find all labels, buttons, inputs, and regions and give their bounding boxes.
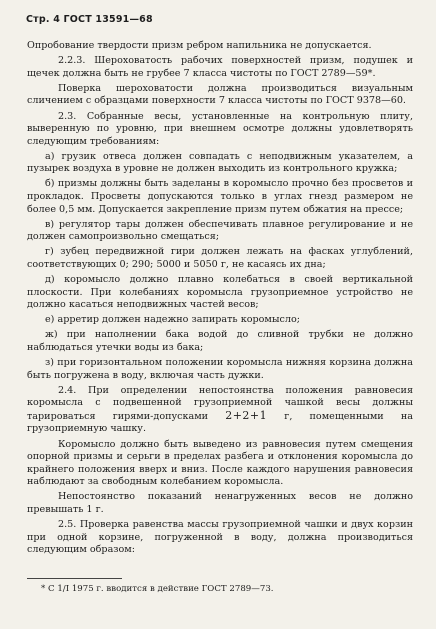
formula: 2+2+1	[225, 408, 268, 422]
body-text	[27, 40, 413, 559]
paragraph: ж) при наполнении бака водой до сливной трубки не должно наблюдаться утечки воды из бака;	[27, 329, 413, 353]
footnote: * С 1/I 1975 г. вводится в действие ГОСТ 2789—73.	[41, 584, 274, 594]
paragraph: д) коромысло должно плавно колебаться в своей вертикальной плоскости. При колебаниях коромысла грузоприемное устройство не должно касаться неподвижных частей весов;	[27, 274, 413, 311]
paragraph: 2.2.3. Шероховатость рабочих поверхностей призм, подушек и щечек должна быть не грубее 7 класса чистоты по ГОСТ 2789—59*.	[27, 55, 413, 79]
paragraph: Опробование твердости призм ребром напильника не допускается.	[27, 40, 372, 51]
formula-unit: г	[284, 410, 290, 422]
paragraph	[27, 385, 413, 436]
paragraph: з) при горизонтальном положении коромысла нижняя корзина должна быть погружена в воду, включая часть дужки.	[27, 357, 413, 381]
paragraph: б) призмы должны быть заделаны в коромысло прочно без просветов и прокладок. Просветы допускаются только в углах гнезд размером не более 0,5 мм. Допускается закрепление призм путем обжатия на прессе;	[27, 178, 413, 215]
paragraph: в) регулятор тары должен обеспечивать плавное регулирование и не должен самопроизвольно смещаться;	[27, 218, 413, 243]
paragraph: Поверка шероховатости должна производиться визуальным сличением с образцами поверхности 7 класса чистоты по ГОСТ 9378—60.	[27, 82, 413, 107]
paragraph: Коромысло должно быть выведено из равновесия путем смещения опорной призмы и серьги в пределах разбега и отклонения коромысла до крайнего положения вверх и вниз. После каждого нарушения равновесия наблюдают за свободным колебанием коромысла.	[27, 438, 413, 488]
paragraph: Непостоянство показаний ненагруженных весов не должно превышать 1 г.	[27, 491, 413, 515]
paragraph: 2.5. Проверка равенства массы грузоприемной чашки и двух корзин при одной корзине, погруженной в воду, должна производиться следующим образом:	[27, 519, 413, 556]
paragraph: е) арретир должен надежно запирать коромысло;	[45, 314, 300, 326]
paragraph: а) грузик отвеса должен совпадать с неподвижным указателем, а пузырек воздуха в уровне не должен выходить из контрольного кружка;	[27, 150, 413, 175]
paragraph-text: 2.4. При определении непостоянства положения равновесия коромысла с подвешенной грузоприемной чашкой весы должны тарироваться гирями-допусками	[27, 384, 413, 422]
paragraph: 2.3. Собранные весы, установленные на контрольную плиту, выверенную по уровню, при внешнем осмотре должны удовлетворять следующим требованиям:	[27, 110, 413, 147]
paragraph: г) зубец передвижной гири должен лежать на фасках углублений, соответствующих 0; 290; 5000 и 5050 г, не касаясь их дна;	[27, 246, 413, 270]
formula-tail: , помещенными на грузоприемную чашку.	[27, 410, 413, 435]
footnote-divider	[27, 578, 122, 579]
page-header: Стр. 4 ГОСТ 13591—68	[26, 14, 153, 25]
